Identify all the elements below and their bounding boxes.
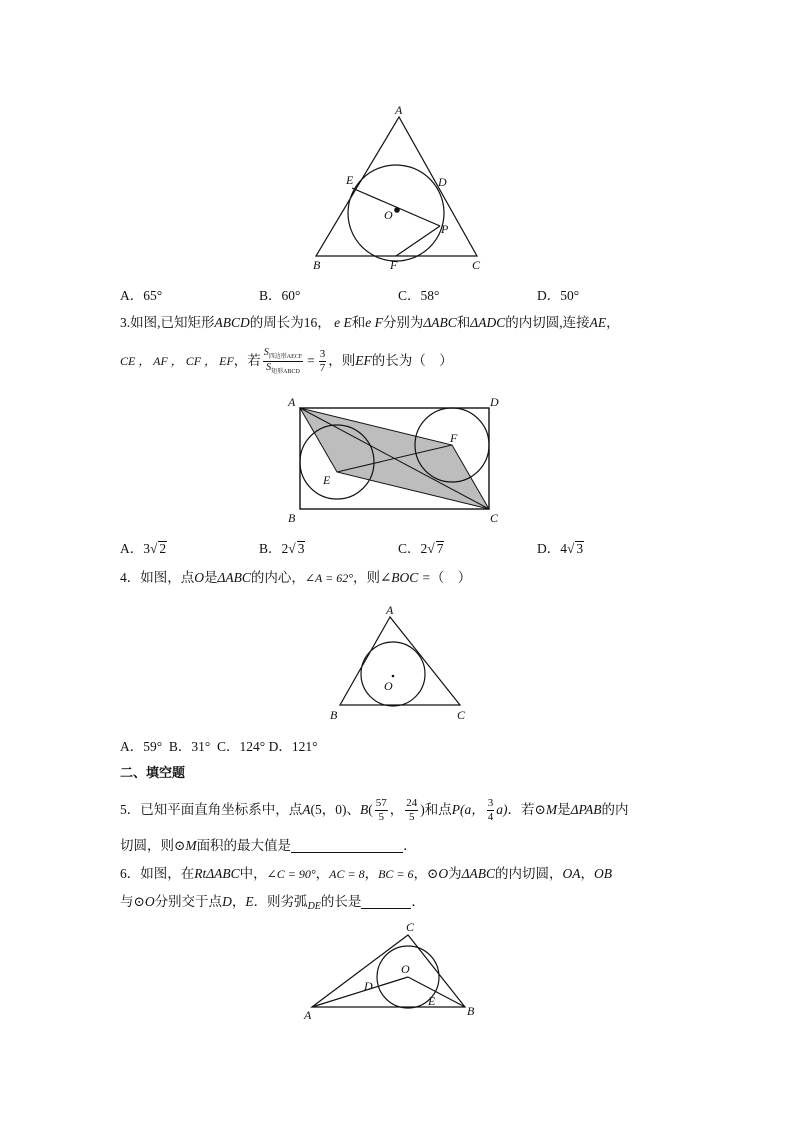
area-s: S [266, 361, 272, 373]
q3-text: ， [606, 315, 620, 330]
q3-text: 3.如图,已知矩形 [120, 315, 215, 330]
q6-ac: AC = 8 [329, 867, 365, 881]
q5-text: 5．已知平面直角坐标系中，点 [120, 802, 303, 818]
area-sub-quad: 四边形AECF [268, 353, 303, 360]
q3-ef: EF [355, 353, 372, 369]
triangle-abc [312, 935, 465, 1007]
q5-text: 面积的最大值是 [196, 838, 292, 853]
q3-text: 分别为 [382, 315, 424, 330]
frac-den: 7 [319, 361, 326, 374]
label-o: O [384, 679, 393, 693]
label-d: D [438, 175, 447, 189]
q6-point-e: E [245, 894, 254, 909]
q4-text: 是 [204, 570, 218, 585]
q6-text: ． [411, 894, 425, 909]
q5-point-b: B [360, 802, 369, 818]
q4-angle-boc: ∠BOC = [380, 570, 431, 585]
q3-text: 和 [351, 315, 366, 330]
q3-ratio-value [319, 348, 327, 373]
q6-triangle: RtΔABC [194, 866, 240, 881]
q6-text: ， [364, 866, 379, 881]
frac-num: 3 [319, 348, 326, 361]
q4-triangle: ΔABC [217, 570, 251, 585]
q5-pb-x: $\frac{57}{5}$ [375, 797, 387, 823]
q6-text: 的长是 [320, 894, 362, 909]
q5-pp-y: $\frac{3}{4}$ [487, 797, 494, 823]
q4-text: 的内心， [250, 570, 305, 585]
q5-paren: ) [420, 802, 425, 818]
q5-text: 切圆，则⊙ [120, 838, 186, 853]
q6-triangle: ΔABC [461, 866, 495, 881]
segment-ob [408, 977, 465, 1007]
q6-angle-c: ∠C = 90° [266, 867, 316, 881]
q2-option-a[interactable]: A．65° [120, 288, 163, 303]
incenter-dot [392, 675, 395, 678]
q6-arc-de: DE [307, 901, 321, 912]
label-f: F [450, 431, 458, 445]
q3-options [120, 541, 720, 559]
q5-text: ．若⊙ [507, 802, 546, 818]
label-e: E [346, 173, 354, 187]
label-b: B [313, 258, 321, 272]
center-dot [394, 207, 400, 213]
label-a: A [304, 1008, 312, 1022]
q5-point-p: P [451, 802, 460, 818]
area-s: S [263, 346, 269, 358]
q6-circle-o: O [438, 866, 449, 881]
q6-line1 [120, 867, 612, 881]
q5-line1 [120, 792, 629, 828]
label-c: C [472, 258, 481, 272]
q5-triangle: ΔPAB [570, 802, 602, 818]
q3-text: 的内切圆,连接 [505, 315, 590, 330]
label-a: A [386, 603, 394, 617]
q5-point-p-close: a) [496, 802, 508, 818]
q6-oa: OA [562, 866, 581, 881]
label-e: E [323, 473, 331, 487]
q6-text: ．则劣弧 [253, 894, 308, 909]
q6-point-d: D [222, 894, 232, 909]
label-a: A [395, 103, 403, 117]
q2-options [120, 289, 720, 305]
q3-text: 的长为（ ） [371, 353, 453, 369]
q6-text: ， [580, 866, 594, 881]
q6-text: 分别交于点 [154, 894, 223, 909]
q6-text: 的内切圆， [495, 866, 563, 881]
q6-answer-blank[interactable] [361, 896, 411, 909]
q3-option-c[interactable]: C．2√ 7 [398, 541, 444, 556]
q3-text: 和 [456, 315, 471, 330]
q6-bc: BC = 6 [378, 867, 414, 881]
q3-eq: = [307, 353, 315, 369]
q5-answer-blank[interactable] [291, 840, 403, 853]
incircle [348, 165, 444, 261]
q5-text: 是 [557, 802, 571, 818]
q4-options: A．59° B．31° C．124° D．121° [120, 739, 318, 754]
q2-option-c[interactable]: C．58° [398, 288, 440, 303]
q3-circle-e: e E [334, 315, 352, 330]
q3-text: 的周长为16， [249, 315, 331, 330]
q6-text: 中， [239, 866, 267, 881]
q4-text: ，则 [353, 570, 380, 585]
q6-circle-o: O [144, 894, 155, 909]
triangle-abc [340, 617, 460, 705]
q5-point-p-open: (a， [460, 802, 485, 818]
chord-ep [352, 188, 440, 226]
q4-text: 4．如图，点 [120, 570, 195, 585]
q5-point-a: A [302, 802, 311, 818]
label-b: B [330, 708, 338, 722]
incircle [361, 642, 425, 706]
label-c: C [490, 511, 499, 525]
q3-area-ratio [263, 347, 303, 375]
q2-option-d[interactable]: D．50° [537, 288, 580, 303]
q6-ob: OB [594, 866, 612, 881]
q5-paren: ( [368, 802, 373, 818]
triangle-abc [316, 117, 477, 256]
q3-option-a[interactable]: A．3√ 2 [120, 541, 167, 556]
label-c: C [406, 920, 415, 934]
q3-circle-f: e F [365, 315, 383, 330]
q4-angle-a: ∠A = 62° [304, 571, 353, 585]
q6-text: 与⊙ [120, 894, 145, 909]
q3-text: ，若 [233, 353, 261, 369]
q3-line2 [120, 343, 453, 379]
q3-tri-abc: ΔABC [423, 315, 457, 330]
q4-point-o: O [194, 570, 204, 585]
label-o: O [384, 208, 393, 222]
q5-sep: ， [389, 802, 404, 818]
label-f: F [390, 258, 398, 272]
q6-text: ，⊙ [413, 866, 439, 881]
q5-text: ． [403, 838, 417, 853]
q6-line2 [120, 894, 425, 912]
q3-ae: AE [589, 315, 607, 330]
figure-triangle-incenter [325, 600, 475, 725]
segment-oa [312, 977, 408, 1007]
q3-line1 [120, 316, 620, 330]
label-b: B [467, 1004, 475, 1018]
q3-rect-name: ABCD [214, 315, 250, 330]
chord-fp [396, 226, 440, 256]
q3-segments: CE ， AF ， CF ， EF [120, 354, 234, 368]
label-c: C [457, 708, 466, 722]
q3-option-d[interactable]: D．4√ 3 [537, 541, 584, 556]
q5-text: 和点 [424, 802, 452, 818]
q4-text: （ ） [430, 570, 472, 585]
q5-circle-m: M [545, 802, 558, 818]
q6-text: ， [231, 894, 246, 909]
label-o: O [401, 962, 410, 976]
label-b: B [288, 511, 296, 525]
section-heading: 二、填空题 [120, 766, 186, 781]
q5-text: 的内 [601, 802, 629, 818]
q3-tri-adc: ΔADC [470, 315, 506, 330]
label-e: E [428, 994, 436, 1008]
q6-text: ， [315, 866, 330, 881]
q5-pb-y: $\frac{24}{5}$ [406, 797, 418, 823]
label-p: P [441, 222, 449, 236]
q3-text: ，则 [328, 353, 356, 369]
label-d: D [364, 979, 373, 993]
q5-text: 、 [346, 802, 360, 818]
q6-text: 6．如图，在 [120, 866, 195, 881]
q5-line2 [120, 839, 417, 853]
q3-option-b[interactable]: B．2√ 3 [259, 541, 305, 556]
figure-triangle-incircle-p [300, 100, 500, 275]
figure-right-triangle-incircle [300, 915, 490, 1025]
q2-option-b[interactable]: B．60° [259, 288, 301, 303]
q6-text: 为 [448, 866, 462, 881]
q5-point-a-coord: (5，0) [310, 802, 347, 818]
figure-rectangle-incircles [280, 390, 510, 530]
q4-question [120, 571, 471, 585]
q5-circle-m: M [185, 838, 197, 853]
label-d: D [490, 395, 499, 409]
area-sub-rect: 矩形ABCD [271, 368, 300, 375]
label-a: A [288, 395, 296, 409]
